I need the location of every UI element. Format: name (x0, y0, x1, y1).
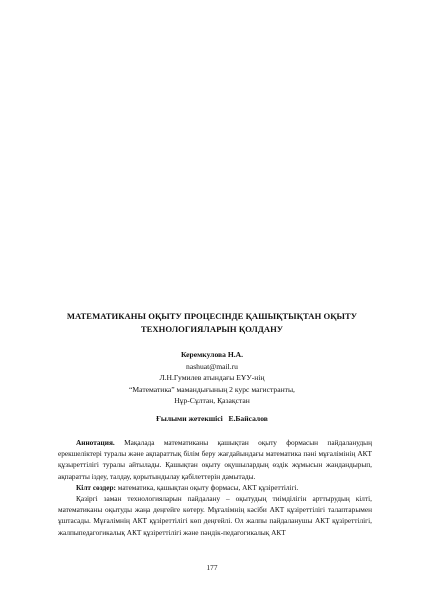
abstract-text: Мақалада математиканы қашықтан оқыту формасын пайдаланудың ерекшеліктері туралы және ақпараттық білім беру жағдайындағы математика пәні мұғалімінің АКТ құзыреттілігі туралы айтылады. Қашықтан оқыту оқушылардың өздік жұмысын жандандырып, ақпаратты іздеу, талдау, қорытындылау қабілеттерін дамытады. (58, 438, 372, 481)
author-affiliation: Л.Н.Гумилев атындағы ЕҰУ-нің (159, 373, 265, 383)
body-text (58, 437, 372, 538)
author-name: Керемкулова Н.А. (180, 350, 244, 359)
keywords-text: математика, қашықтан оқыту формасы, АКТ құзіреттілігі. (115, 482, 299, 492)
keywords-label: Кілт сөздер: (76, 482, 116, 492)
author-email: nashuat@mail.ru (186, 361, 238, 371)
abstract-label: Аннотация. (76, 438, 115, 447)
author-block (60, 349, 364, 407)
page-number: 177 (206, 563, 218, 572)
author-location: Нұр-Сұлтан, Қазақстан (174, 396, 250, 406)
abstract-paragraph (58, 437, 372, 482)
body-paragraph-1: Қазіргі заман технологияларын пайдалану – оқытудың тиімділігін арттырудың кілті, математиканы оқытуды жаңа деңгейге көтеру. Мұғалімнің кәсіби АКТ құзіреттілігі талаптарымен ұштасады. Мұғалімнің АКТ құзіреттілігі көп деңгейлі. Ол жалпы пайдаланушы АКТ құзіреттілігі, жалпыпедагогикалық АКТ құзіреттілігі және пәндік-педагогикалық АКТ (58, 494, 372, 537)
title-line-2: ТЕХНОЛОГИЯЛАРЫН ҚОЛДАНУ (140, 324, 284, 334)
supervisor-label: Ғылыми жетекшісі (156, 414, 223, 423)
supervisor-line (60, 414, 364, 423)
supervisor-name: Е.Байсалов (228, 414, 268, 423)
author-program: “Математика” мамандығының 2 курс магистранты, (129, 384, 295, 394)
keywords-paragraph (58, 482, 372, 493)
paper-title (40, 310, 384, 336)
title-line-1: МАТЕМАТИКАНЫ ОҚЫТУ ПРОЦЕСІНДЕ ҚАШЫҚТЫҚТАН ОҚЫТУ (66, 311, 358, 321)
